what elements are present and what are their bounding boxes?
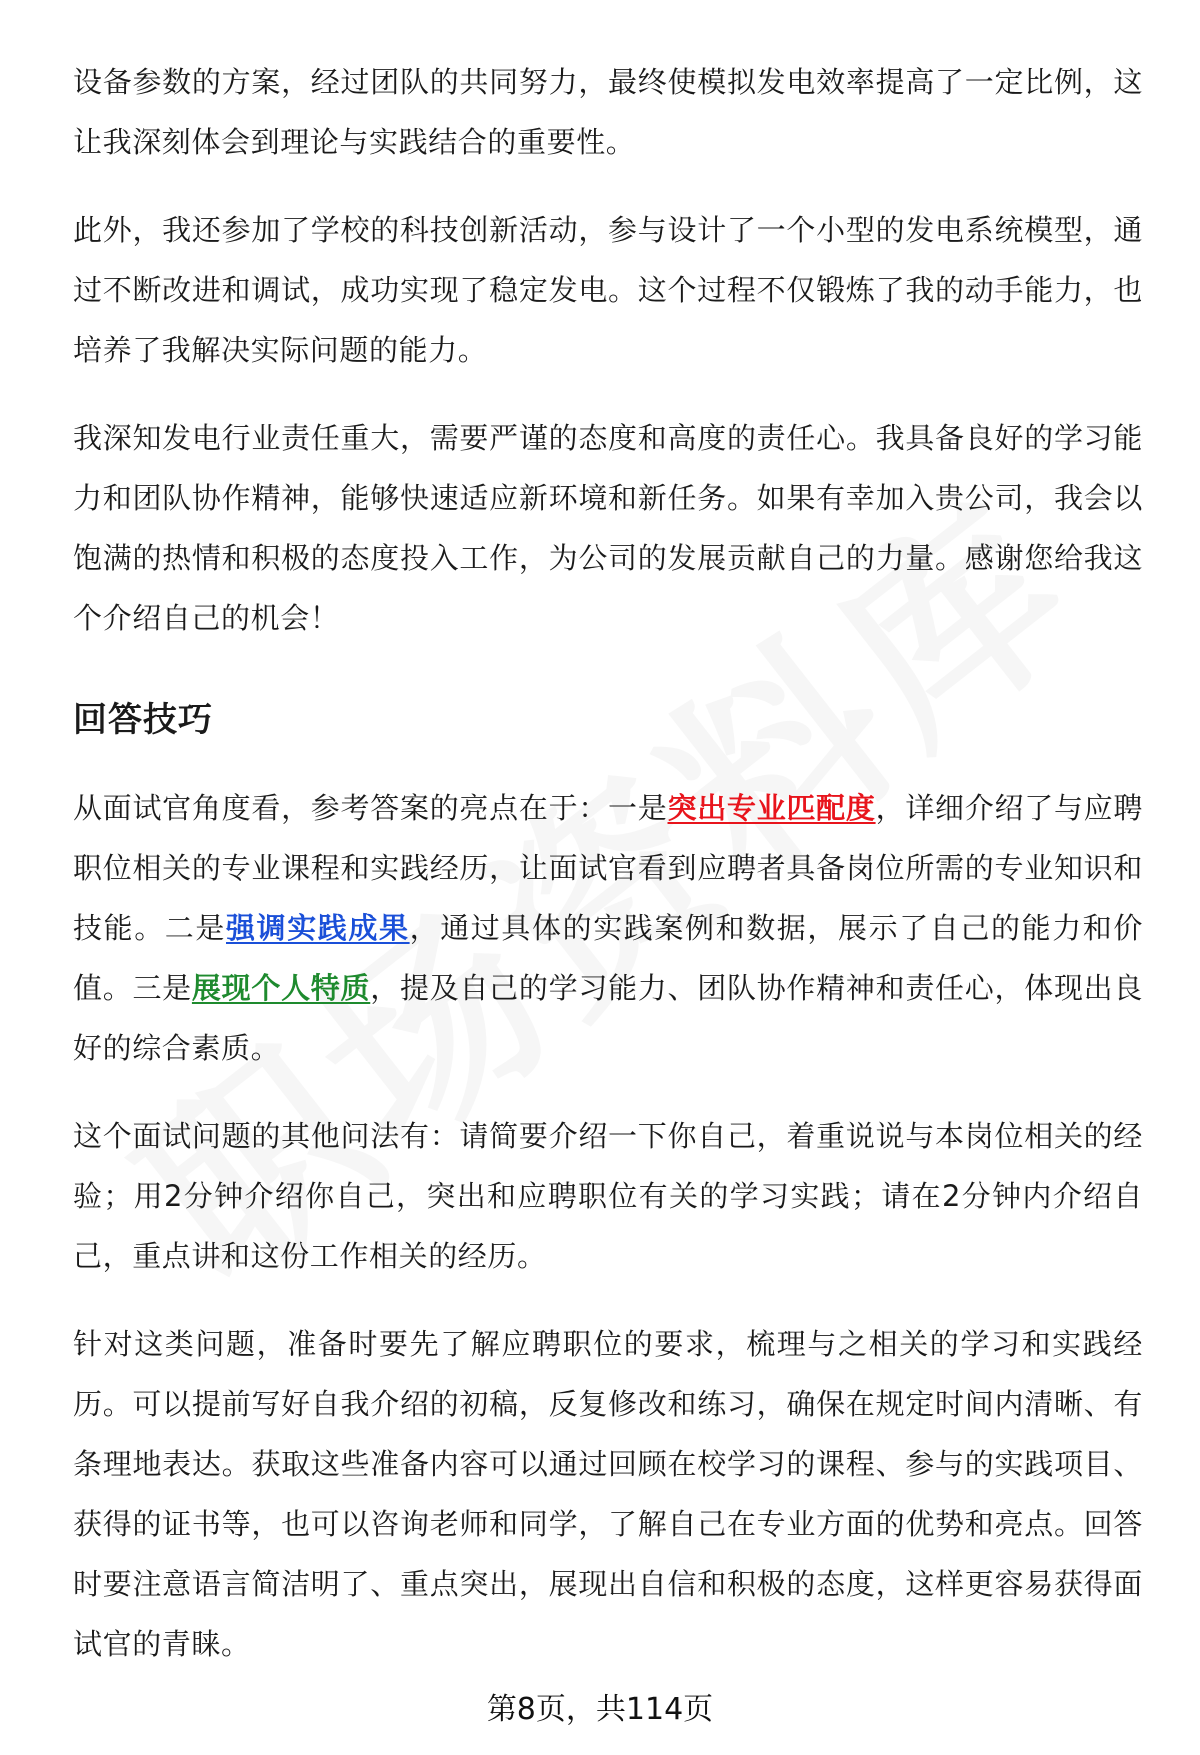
tips-text-part1: 从面试官角度看，参考答案的亮点在于：一是 (73, 791, 668, 825)
page-number-footer: 第8页，共114页 (486, 1692, 714, 1727)
section-heading-answer-tips: 回答技巧 (73, 700, 213, 740)
paragraph-tech-innovation: 此外，我还参加了学校的科技创新活动，参与设计了一个小型的发电系统模型，通过不断改进和调试，成功实现了稳定发电。这个过程不仅锻炼了我的动手能力，也培养了我解决实际问题的能力。 (73, 213, 1143, 367)
tips-text-part4: ，提及自己的学习能力、团队协作精神和责任心，体现出良好的综合素质。 (73, 971, 1143, 1065)
paragraph-responsibility: 我深知发电行业责任重大，需要严谨的态度和高度的责任心。我具备良好的学习能力和团队协作精神，能够快速适应新环境和新任务。如果有幸加入贵公司，我会以饱满的热情和积极的态度投入工作，为公司的发展贡献自己的力量。感谢您给我这个介绍自己的机会！ (73, 421, 1143, 635)
paragraph-equipment-parameters: 设备参数的方案，经过团队的共同努力，最终使模拟发电效率提高了一定比例，这让我深刻体会到理论与实践结合的重要性。 (73, 65, 1143, 159)
paragraph-alternative-questions: 这个面试问题的其他问法有：请简要介绍一下你自己，着重说说与本岗位相关的经验；用2分钟介绍你自己，突出和应聘职位有关的学习实践；请在2分钟内介绍自己，重点讲和这份工作相关的经历。 (73, 1119, 1143, 1273)
highlight-practice-results: 强调实践成果 (226, 911, 410, 945)
paragraph-preparation-advice: 针对这类问题，准备时要先了解应聘职位的要求，梳理与之相关的学习和实践经历。可以提前写好自我介绍的初稿，反复修改和练习，确保在规定时间内清晰、有条理地表达。获取这些准备内容可以通过回顾在校学习的课程、参与的实践项目、获得的证书等，也可以咨询老师和同学，了解自己在专业方面的优势和亮点。回答时要注意语言简洁明了、重点突出，展现出自信和积极的态度，这样更容易获得面试官的青睐。 (73, 1327, 1143, 1661)
highlight-personal-traits: 展现个人特质 (191, 971, 371, 1005)
paragraph-interviewer-perspective (73, 778, 1143, 1078)
tips-text-part2: ，详细介绍了与应聘职位相关的专业课程和实践经历，让面试官看到应聘者具备岗位所需的专业知识和技能。二是 (73, 791, 1143, 945)
highlight-professional-match: 突出专业匹配度 (667, 791, 876, 825)
tips-text-part3: ，通过具体的实践案例和数据，展示了自己的能力和价值。三是 (73, 911, 1143, 1005)
document-body (73, 52, 1143, 1674)
